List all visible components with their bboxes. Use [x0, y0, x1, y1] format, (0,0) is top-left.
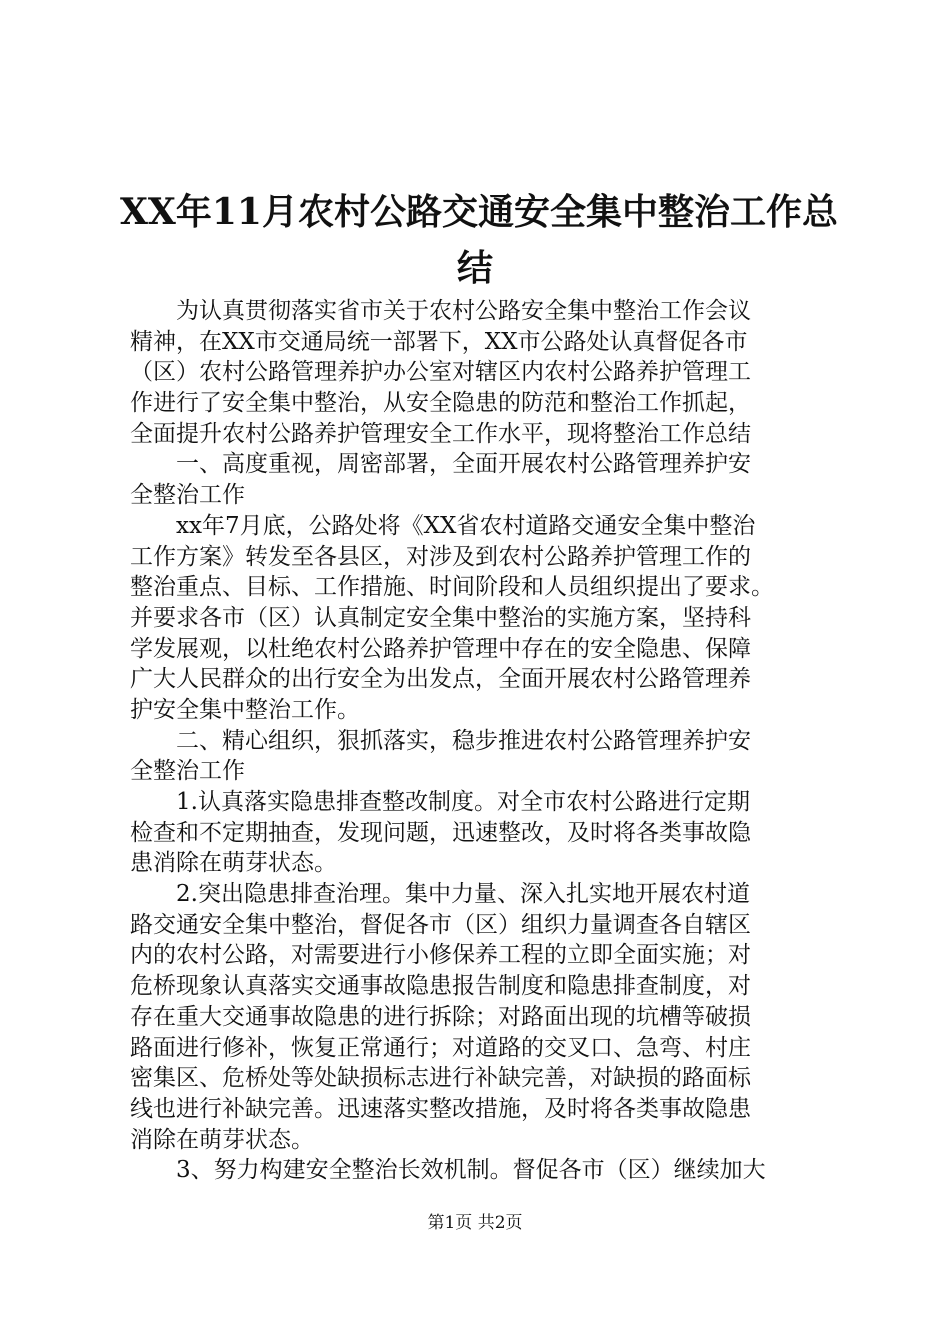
body-text-line: 作进行了安全集中整治，从安全隐患的防范和整治工作抓起， [130, 390, 751, 417]
body-text-line: 学发展观，以杜绝农村公路养护管理中存在的安全隐患、保障 [130, 635, 751, 662]
body-text-line: 二、精心组织，狠抓落实，稳步推进农村公路管理养护安 [176, 727, 751, 754]
body-text-line: 2.突出隐患排查治理。集中力量、深入扎实地开展农村道 [176, 881, 750, 908]
body-text-line: 一、高度重视，周密部署，全面开展农村公路管理养护安 [176, 451, 751, 478]
body-text-line: 路面进行修补，恢复正常通行；对道路的交叉口、急弯、村庄 [130, 1034, 751, 1061]
body-text-line: 整治重点、目标、工作措施、时间阶段和人员组织提出了要求。 [130, 574, 774, 601]
body-text-line: 存在重大交通事故隐患的进行拆除；对路面出现的坑槽等破损 [130, 1003, 751, 1030]
body-text-line: 全面提升农村公路养护管理安全工作水平，现将整治工作总结 [130, 420, 751, 447]
body-text-line: 1.认真落实隐患排查整改制度。对全市农村公路进行定期 [176, 789, 750, 815]
body-text-line: 全整治工作 [130, 758, 245, 785]
body-text-line: 密集区、危桥处等处缺损标志进行补缺完善，对缺损的路面标 [130, 1065, 751, 1092]
body-text-line: 为认真贯彻落实省市关于农村公路安全集中整治工作会议 [176, 298, 751, 324]
body-text-line: 路交通安全集中整治，督促各市（区）组织力量调查各自辖区 [130, 911, 751, 938]
body-text-line: 危桥现象认真落实交通事故隐患报告制度和隐患排查制度，对 [130, 973, 751, 1000]
body-text-line: （区）农村公路管理养护办公室对辖区内农村公路养护管理工 [130, 359, 751, 386]
body-text-line: 广大人民群众的出行安全为出发点，全面开展农村公路管理养 [130, 666, 751, 693]
body-text-line: 患消除在萌芽状态。 [130, 850, 337, 877]
body-text-line: 线也进行补缺完善。迅速落实整改措施，及时将各类事故隐患 [130, 1095, 751, 1122]
body-text-line: 精神，在XX市交通局统一部署下，XX市公路处认真督促各市 [130, 328, 748, 355]
body-text-line: xx年7月底，公路处将《XX省农村道路交通安全集中整治 [176, 512, 756, 539]
body-text-line: 并要求各市（区）认真制定安全集中整治的实施方案，坚持科 [130, 604, 751, 631]
body-text-line: 护安全集中整治工作。 [130, 696, 360, 723]
body-text-line: 全整治工作 [130, 482, 245, 509]
body-text-line: 3、努力构建安全整治长效机制。督促各市（区）继续加大 [176, 1157, 766, 1184]
body-text-line: 工作方案》转发至各县区，对涉及到农村公路养护管理工作的 [130, 543, 751, 570]
page-footer: 第1页 共2页 [427, 1213, 523, 1233]
body-text-line: 内的农村公路，对需要进行小修保养工程的立即全面实施；对 [130, 942, 751, 969]
body-text-line: 消除在萌芽状态。 [130, 1126, 314, 1153]
document-title-line-2: 结 [456, 247, 493, 289]
document-title-line-1: XX年11月农村公路交通安全集中整治工作总 [120, 191, 838, 233]
body-text-line: 检查和不定期抽查，发现问题，迅速整改，及时将各类事故隐 [130, 819, 751, 846]
document-body [130, 296, 830, 1186]
